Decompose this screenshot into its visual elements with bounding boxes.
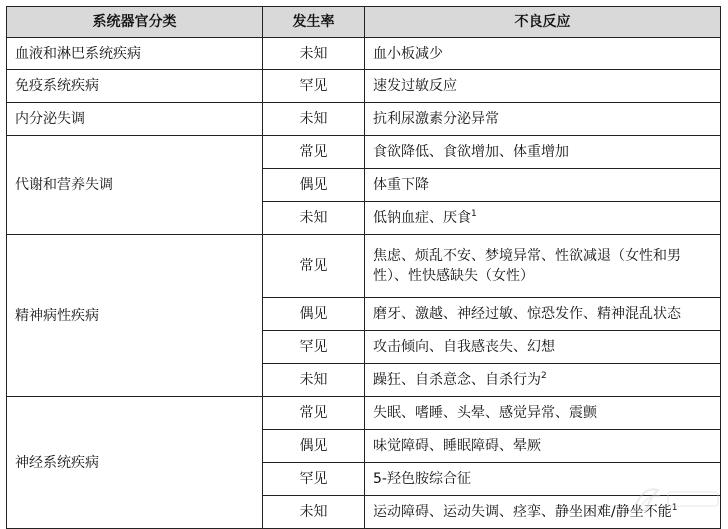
reaction-text: 体重下降	[373, 177, 429, 193]
table-row	[7, 136, 721, 169]
reaction-text: 速发过敏反应	[373, 78, 457, 94]
watermark-logo-icon	[628, 480, 724, 516]
reaction-cell	[365, 103, 721, 136]
table-row	[7, 235, 721, 298]
organ-cell: 神经系统疾病	[7, 397, 263, 529]
header-organ: 系统器官分类	[7, 7, 263, 38]
reaction-cell	[365, 397, 721, 430]
organ-cell: 内分泌失调	[7, 103, 263, 136]
header-row	[7, 7, 721, 38]
reaction-cell	[365, 298, 721, 331]
reaction-text: 低钠血症、厌食	[373, 210, 471, 226]
reaction-text: 运动障碍、运动失调、痉挛、静坐困难/静坐不能	[373, 504, 672, 520]
frequency-cell: 未知	[263, 496, 365, 529]
frequency-cell: 偶见	[263, 298, 365, 331]
reaction-cell	[365, 169, 721, 202]
reaction-cell	[365, 202, 721, 235]
frequency-cell: 偶见	[263, 169, 365, 202]
frequency-cell: 未知	[263, 103, 365, 136]
table-row	[7, 70, 721, 103]
reaction-text: 磨牙、激越、神经过敏、惊恐发作、精神混乱状态	[373, 306, 681, 322]
reaction-text: 焦虑、烦乱不安、梦境异常、性欲减退（女性和男性）、性快感缺失（女性）	[373, 248, 681, 284]
reaction-text: 5-羟色胺综合征	[373, 471, 471, 487]
reaction-text: 味觉障碍、睡眠障碍、晕厥	[373, 438, 541, 454]
reaction-text: 攻击倾向、自我感丧失、幻想	[373, 339, 555, 355]
frequency-cell: 常见	[263, 235, 365, 298]
frequency-cell: 常见	[263, 397, 365, 430]
frequency-cell: 罕见	[263, 70, 365, 103]
frequency-cell: 常见	[263, 136, 365, 169]
reaction-cell	[365, 70, 721, 103]
reaction-cell	[365, 38, 721, 70]
frequency-cell: 未知	[263, 364, 365, 397]
adverse-reactions-table	[6, 6, 721, 529]
organ-cell: 免疫系统疾病	[7, 70, 263, 103]
footnote-marker: 2	[541, 371, 547, 381]
header-frequency: 发生率	[263, 7, 365, 38]
footnote-marker: 1	[471, 209, 477, 219]
reaction-text: 躁狂、自杀意念、自杀行为	[373, 372, 541, 388]
organ-cell: 精神病性疾病	[7, 235, 263, 397]
reaction-cell	[365, 136, 721, 169]
organ-cell: 代谢和营养失调	[7, 136, 263, 235]
table-row	[7, 397, 721, 430]
reaction-text: 失眠、嗜睡、头晕、感觉异常、震颤	[373, 405, 597, 421]
footnote-marker: 1	[671, 503, 678, 513]
reaction-text: 血小板减少	[373, 45, 443, 62]
table-row	[7, 38, 721, 70]
frequency-cell: 罕见	[263, 331, 365, 364]
reaction-text: 食欲降低、食欲增加、体重增加	[373, 144, 569, 160]
header-reaction: 不良反应	[365, 7, 721, 38]
reaction-cell	[365, 364, 721, 397]
frequency-cell: 偶见	[263, 430, 365, 463]
reaction-cell	[365, 430, 721, 463]
organ-cell: 血液和淋巴系统疾病	[7, 38, 263, 70]
frequency-cell: 未知	[263, 202, 365, 235]
reaction-cell	[365, 235, 721, 298]
reaction-cell	[365, 331, 721, 364]
reaction-text: 抗利尿激素分泌异常	[373, 111, 499, 127]
frequency-cell: 未知	[263, 38, 365, 70]
table-row	[7, 103, 721, 136]
frequency-cell: 罕见	[263, 463, 365, 496]
